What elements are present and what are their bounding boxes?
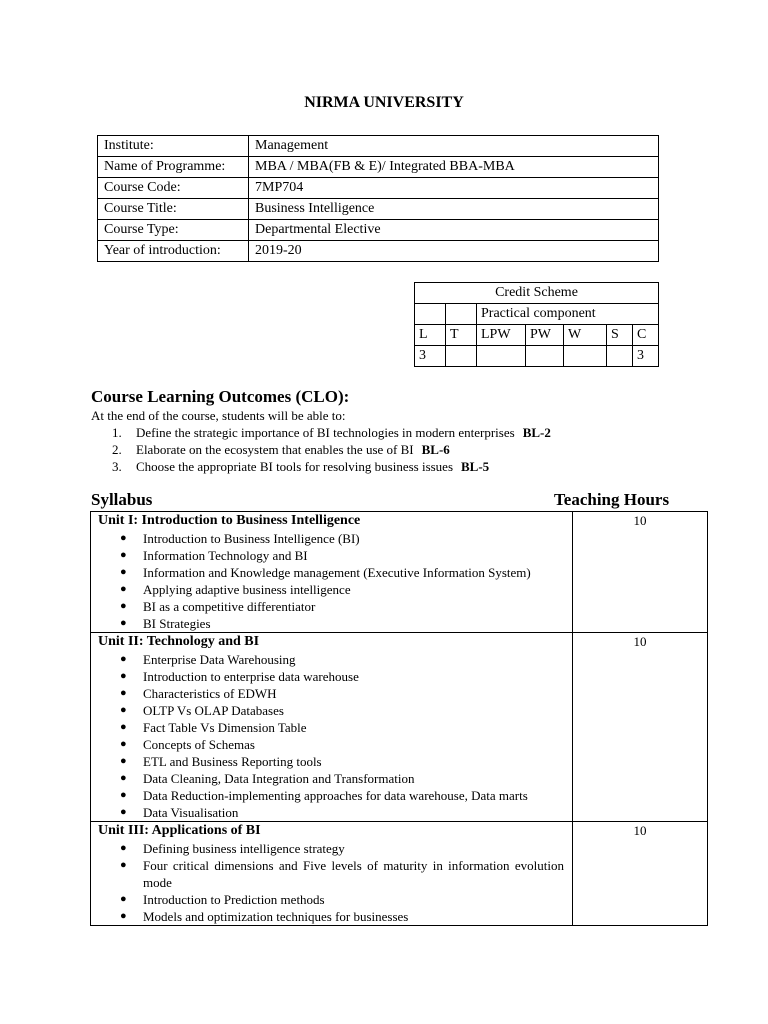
bullet-dot-icon: ● — [120, 772, 127, 784]
topic-text: Four critical dimensions and Five levels of maturity in information evolution mode — [143, 858, 564, 890]
clo-intro: At the end of the course, students will be able to: — [91, 408, 346, 423]
credit-value-cell — [477, 346, 526, 367]
bullet-dot-icon: ● — [120, 617, 127, 629]
syllabus-unit-row — [91, 822, 708, 926]
topic-text: Applying adaptive business intelligence — [143, 582, 351, 597]
bullet-dot-icon: ● — [120, 738, 127, 750]
credit-header-row — [415, 325, 659, 346]
unit-content-cell — [91, 512, 573, 633]
info-value: Business Intelligence — [249, 199, 659, 220]
topic-text: Introduction to enterprise data warehouse — [143, 669, 359, 684]
topic-text: Concepts of Schemas — [143, 737, 255, 752]
clo-text: Define the strategic importance of BI technologies in modern enterprises — [136, 425, 515, 440]
credit-scheme-table — [414, 282, 659, 367]
credit-header-cell: S — [607, 325, 633, 346]
info-row — [98, 136, 659, 157]
topic-item — [98, 736, 566, 753]
credit-header-cell: LPW — [477, 325, 526, 346]
info-label: Course Code: — [98, 178, 249, 199]
bullet-dot-icon: ● — [120, 687, 127, 699]
credit-value-cell — [607, 346, 633, 367]
credit-header-cell: C — [633, 325, 659, 346]
info-row — [98, 241, 659, 262]
clo-number: 2. — [112, 442, 122, 457]
clo-item — [112, 424, 551, 441]
bullet-dot-icon: ● — [120, 721, 127, 733]
course-info-table — [97, 135, 659, 262]
info-row — [98, 199, 659, 220]
topic-item — [98, 702, 566, 719]
practical-component-heading: Practical component — [477, 304, 659, 325]
topic-text: Introduction to Prediction methods — [143, 892, 325, 907]
unit-title: Unit I: Introduction to Business Intelligence — [98, 513, 361, 528]
topic-item — [98, 651, 566, 668]
clo-text: Elaborate on the ecosystem that enables the use of BI — [136, 442, 414, 457]
topic-text: Data Cleaning, Data Integration and Transformation — [143, 771, 415, 786]
syllabus-heading: Syllabus — [91, 490, 153, 509]
credit-header-cell: T — [446, 325, 477, 346]
info-row — [98, 220, 659, 241]
bullet-dot-icon: ● — [120, 704, 127, 716]
bullet-dot-icon: ● — [120, 789, 127, 801]
clo-number: 1. — [112, 425, 122, 440]
topic-text: Introduction to Business Intelligence (BI) — [143, 531, 360, 546]
unit-topic-list — [98, 840, 566, 925]
credit-header-cell: W — [564, 325, 607, 346]
topic-text: Data Reduction-implementing approaches for data warehouse, Data marts — [143, 788, 528, 803]
topic-text: Fact Table Vs Dimension Table — [143, 720, 307, 735]
topic-text: BI Strategies — [143, 616, 211, 631]
bullet-dot-icon: ● — [120, 670, 127, 682]
clo-item — [112, 441, 551, 458]
bullet-dot-icon: ● — [120, 653, 127, 665]
credit-blank-cell — [415, 304, 446, 325]
bullet-dot-icon: ● — [120, 910, 127, 922]
page-title: NIRMA UNIVERSITY — [304, 94, 464, 111]
syllabus-unit-row — [91, 512, 708, 633]
bullet-dot-icon: ● — [120, 532, 127, 544]
credit-blank-cell — [446, 304, 477, 325]
topic-item — [98, 804, 566, 821]
bullet-dot-icon: ● — [120, 583, 127, 595]
topic-text: Defining business intelligence strategy — [143, 841, 345, 856]
credit-scheme-heading: Credit Scheme — [415, 283, 659, 304]
syllabus-table — [90, 511, 708, 926]
info-value: 7MP704 — [249, 178, 659, 199]
info-label: Year of introduction: — [98, 241, 249, 262]
topic-text: Information and Knowledge management (Executive Information System) — [143, 565, 531, 580]
credit-value-cell: 3 — [415, 346, 446, 367]
bullet-dot-icon: ● — [120, 549, 127, 561]
topic-text: Data Visualisation — [143, 805, 239, 820]
unit-hours: 10 — [573, 512, 708, 633]
info-value: 2019-20 — [249, 241, 659, 262]
topic-text: ETL and Business Reporting tools — [143, 754, 322, 769]
info-label: Institute: — [98, 136, 249, 157]
clo-list — [112, 424, 551, 475]
bloom-level: BL-5 — [461, 459, 490, 474]
info-row — [98, 157, 659, 178]
topic-text: Models and optimization techniques for businesses — [143, 909, 409, 924]
topic-item — [98, 787, 566, 804]
topic-item — [98, 719, 566, 736]
clo-heading: Course Learning Outcomes (CLO): — [91, 387, 350, 406]
bloom-level: BL-2 — [522, 425, 551, 440]
topic-text: BI as a competitive differentiator — [143, 599, 316, 614]
topic-text: OLTP Vs OLAP Databases — [143, 703, 284, 718]
unit-title: Unit II: Technology and BI — [98, 634, 260, 649]
info-value: MBA / MBA(FB & E)/ Integrated BBA-MBA — [249, 157, 659, 178]
topic-item — [98, 908, 566, 925]
info-label: Name of Programme: — [98, 157, 249, 178]
info-value: Management — [249, 136, 659, 157]
credit-value-row — [415, 346, 659, 367]
topic-item — [98, 685, 566, 702]
clo-number: 3. — [112, 459, 122, 474]
bullet-dot-icon: ● — [120, 566, 127, 578]
topic-item — [98, 615, 566, 632]
topic-text: Characteristics of EDWH — [143, 686, 277, 701]
topic-item — [98, 770, 566, 787]
topic-text: Information Technology and BI — [143, 548, 308, 563]
unit-hours: 10 — [573, 633, 708, 822]
topic-item — [98, 668, 566, 685]
topic-item — [98, 581, 566, 598]
credit-header-cell: PW — [526, 325, 564, 346]
topic-item — [98, 891, 566, 908]
topic-text: Enterprise Data Warehousing — [143, 652, 296, 667]
topic-item — [98, 753, 566, 770]
info-row — [98, 178, 659, 199]
unit-hours: 10 — [573, 822, 708, 926]
credit-value-cell: 3 — [633, 346, 659, 367]
credit-value-cell — [526, 346, 564, 367]
unit-content-cell — [91, 633, 573, 822]
unit-title: Unit III: Applications of BI — [98, 823, 261, 838]
clo-text: Choose the appropriate BI tools for resolving business issues — [136, 459, 454, 474]
info-label: Course Title: — [98, 199, 249, 220]
bullet-dot-icon: ● — [120, 600, 127, 612]
topic-item — [98, 564, 566, 581]
unit-content-cell — [91, 822, 573, 926]
topic-item — [98, 857, 566, 891]
clo-item — [112, 458, 551, 475]
bullet-dot-icon: ● — [120, 893, 127, 905]
bullet-dot-icon: ● — [120, 842, 127, 854]
bloom-level: BL-6 — [421, 442, 450, 457]
unit-topic-list — [98, 530, 566, 632]
credit-value-cell — [446, 346, 477, 367]
credit-header-cell: L — [415, 325, 446, 346]
info-label: Course Type: — [98, 220, 249, 241]
topic-item — [98, 530, 566, 547]
topic-item — [98, 840, 566, 857]
bullet-dot-icon: ● — [120, 806, 127, 818]
unit-topic-list — [98, 651, 566, 821]
credit-value-cell — [564, 346, 607, 367]
topic-item — [98, 547, 566, 564]
teaching-hours-heading: Teaching Hours — [554, 490, 670, 509]
bullet-dot-icon: ● — [120, 755, 127, 767]
topic-item — [98, 598, 566, 615]
syllabus-unit-row — [91, 633, 708, 822]
info-value: Departmental Elective — [249, 220, 659, 241]
bullet-dot-icon: ● — [120, 859, 127, 871]
